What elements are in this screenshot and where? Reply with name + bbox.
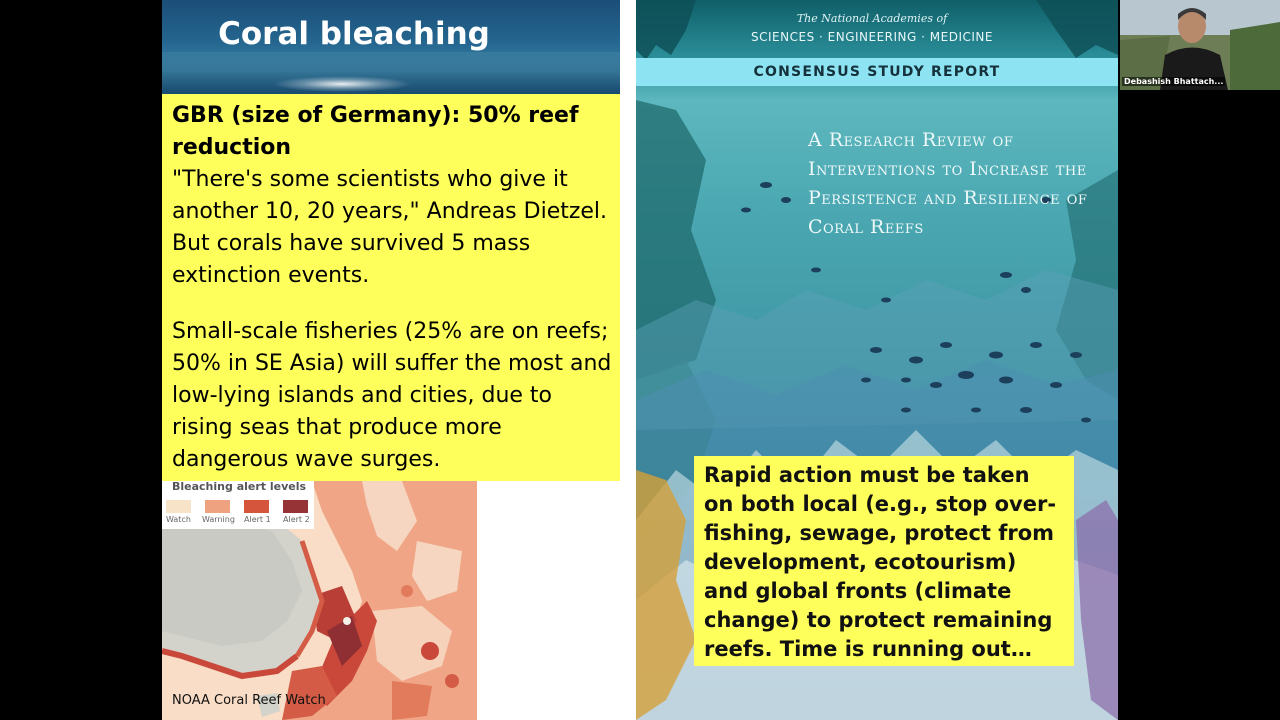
publisher-line-1: The National Academies of <box>796 12 948 25</box>
legend-swatch-alert2 <box>283 500 308 513</box>
map-legend <box>162 481 314 529</box>
text-paragraph-2: Small-scale fisheries (25% are on reefs; 50% in SE Asia) will suffer the most and low-lying islands and cities, due to rising seas that produce more dangerous wave surges. <box>172 319 612 472</box>
left-text-box <box>162 94 620 481</box>
bleached-coral-strip <box>272 76 412 92</box>
legend-swatch-watch <box>166 500 191 513</box>
text-paragraph-1 <box>172 100 612 292</box>
slide-header-banner <box>162 0 620 94</box>
legend-swatch-warning <box>205 500 230 513</box>
dietzel-quote: "There's some scientists who give it another 10, 20 years," Andreas Dietzel. But corals have survived 5 mass extinction events. <box>172 167 608 288</box>
legend-label-alert2: Alert 2 <box>283 515 310 524</box>
presentation-slide <box>162 0 1118 720</box>
participant-name: Debashish Bhattach... <box>1124 77 1224 86</box>
report-cover-image <box>636 0 1118 720</box>
bleaching-alert-map <box>162 481 477 720</box>
callout-text: Rapid action must be taken on both local (e.g., stop over-fishing, sewage, protect from development, ecotourism) and global fronts (climate change) to protect remaining reefs. Time is running out… <box>704 463 1057 661</box>
callout-box <box>694 456 1074 666</box>
report-title: A Research Review of Interventions to Increase the Persistence and Resilience of Coral Reefs <box>808 129 1088 238</box>
consensus-study-label: CONSENSUS STUDY REPORT <box>753 64 1001 80</box>
slide-title: Coral bleaching <box>218 16 490 52</box>
participant-video-tile[interactable] <box>1120 0 1280 90</box>
legend-label-warning: Warning <box>202 515 235 524</box>
gbr-headline: GBR (size of Germany): 50% reef reduction <box>172 103 579 160</box>
map-credit: NOAA Coral Reef Watch <box>172 693 326 708</box>
legend-label-watch: Watch <box>166 515 191 524</box>
legend-label-alert1: Alert 1 <box>244 515 271 524</box>
consensus-band <box>636 58 1118 86</box>
legend-title: Bleaching alert levels <box>172 481 307 493</box>
publisher-line-2: SCIENCES · ENGINEERING · MEDICINE <box>751 30 993 44</box>
legend-swatch-alert1 <box>244 500 269 513</box>
